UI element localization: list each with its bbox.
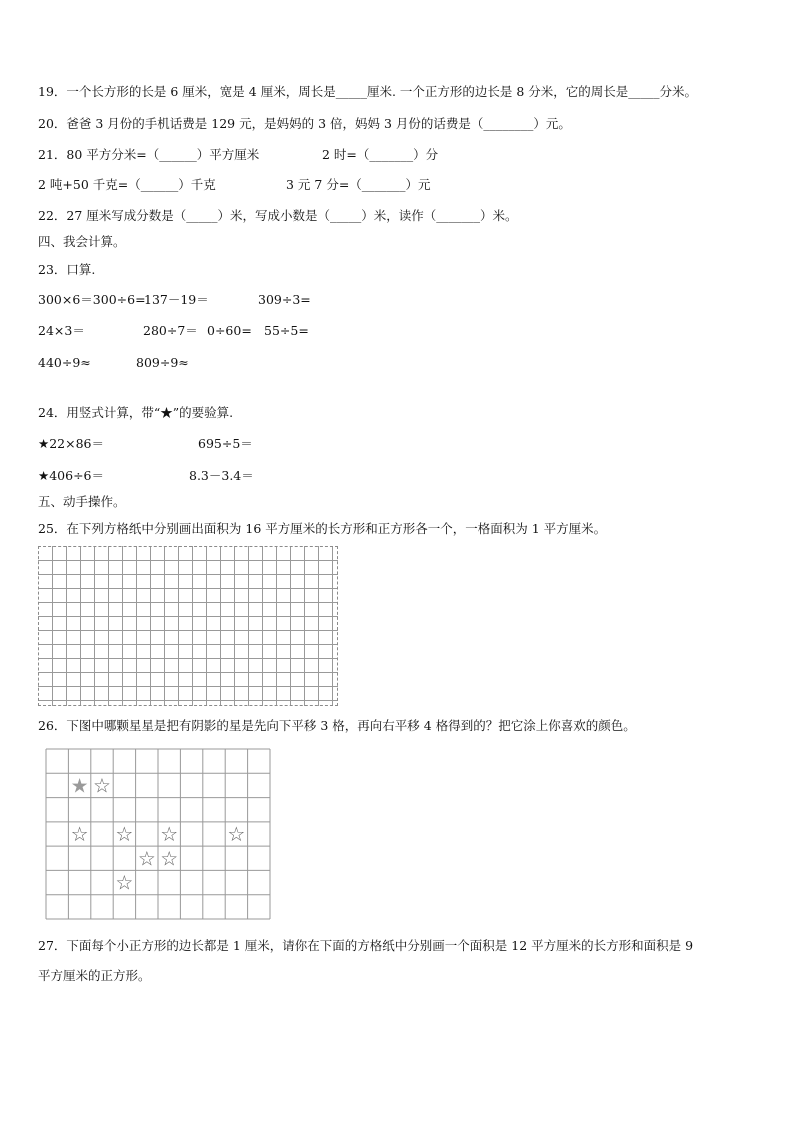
dashed-grid-paper[interactable] <box>38 546 338 706</box>
question-22: 22．27 厘米写成分数是（_____）米，写成小数是（_____）米，读作（_______）米。 <box>38 208 518 223</box>
question-23-title: 23．口算. <box>38 262 96 277</box>
star-grid[interactable] <box>45 748 271 920</box>
oral-calc-7: 55÷5= <box>264 323 309 338</box>
question-26: 26．下图中哪颗星星是把有阴影的星是先向下平移 3 格，再向右平移 4 格得到的？把它涂上你喜欢的颜色。 <box>38 718 636 733</box>
oral-calc-4: 24×3＝ <box>38 323 85 338</box>
oral-calc-8: 440÷9≈ <box>38 355 91 370</box>
star-icon[interactable]: ☆ <box>137 846 156 871</box>
oral-calc-2: 137－19＝ <box>144 292 209 307</box>
star-icon[interactable]: ☆ <box>227 822 246 846</box>
question-19: 19．一个长方形的长是 6 厘米，宽是 4 厘米，周长是_____厘米. 一个正方形的边长是 8 分米，它的周长是_____分米。 <box>38 84 698 99</box>
question-27-line-2: 平方厘米的正方形。 <box>38 968 151 983</box>
vertical-calc-4: 8.3－3.4＝ <box>189 468 254 483</box>
section-4-heading: 四、我会计算。 <box>38 234 126 249</box>
oral-calc-1: 300×6＝300÷6= <box>38 292 146 307</box>
question-21-c: 2 吨+50 千克=（______）千克 <box>38 177 216 192</box>
vertical-calc-2: 695÷5＝ <box>198 436 253 451</box>
star-icon[interactable]: ☆ <box>115 822 134 846</box>
question-21-b: 2 时=（_______）分 <box>322 147 439 162</box>
oral-calc-9: 809÷9≈ <box>136 355 189 370</box>
vertical-calc-1: ★22×86＝ <box>38 436 104 451</box>
star-icon[interactable]: ☆ <box>93 773 111 798</box>
oral-calc-3: 309÷3= <box>258 292 311 307</box>
question-20: 20．爸爸 3 月份的手机话费是 129 元，是妈妈的 3 倍，妈妈 3 月份的话费是（________）元。 <box>38 116 571 131</box>
vertical-calc-3: ★406÷6＝ <box>38 468 104 483</box>
question-21-a: 21．80 平方分米=（______）平方厘米 <box>38 147 260 162</box>
shaded-star-icon: ★ <box>70 773 89 798</box>
oral-calc-5: 280÷7＝ <box>143 323 198 338</box>
star-icon[interactable]: ☆ <box>70 822 89 846</box>
question-24-title: 24．用竖式计算，带“★”的要验算. <box>38 405 234 420</box>
oral-calc-6: 0÷60= <box>207 323 252 338</box>
section-5-heading: 五、动手操作。 <box>38 494 126 509</box>
star-icon[interactable]: ☆ <box>160 822 179 846</box>
question-27-line-1: 27．下面每个小正方形的边长都是 1 厘米，请你在下面的方格纸中分别画一个面积是 12 平方厘米的长方形和面积是 9 <box>38 938 694 953</box>
question-21-d: 3 元 7 分=（_______）元 <box>286 177 431 192</box>
star-icon[interactable]: ☆ <box>115 870 134 895</box>
question-25: 25．在下列方格纸中分别画出面积为 16 平方厘米的长方形和正方形各一个，一格面积为 1 平方厘米。 <box>38 521 607 536</box>
star-icon[interactable]: ☆ <box>160 846 179 871</box>
